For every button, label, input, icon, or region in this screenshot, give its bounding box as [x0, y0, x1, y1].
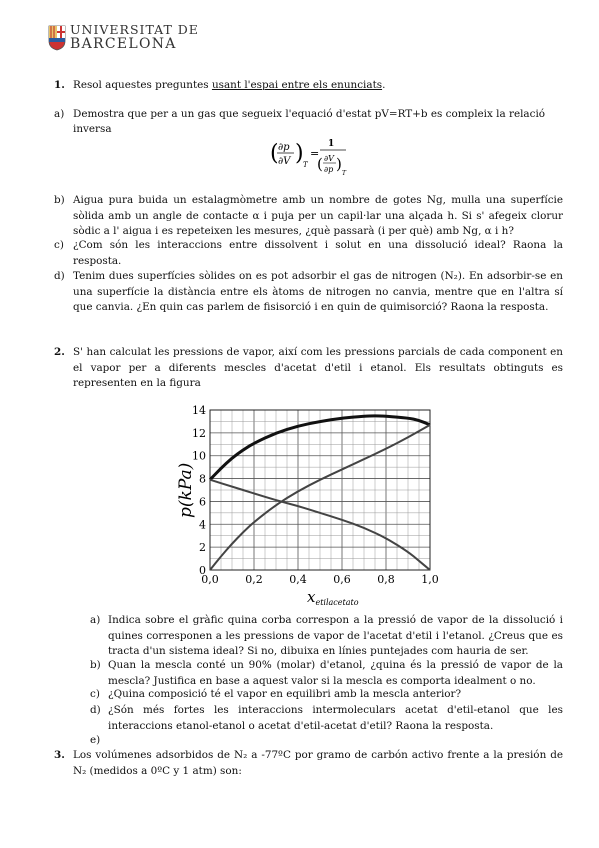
y-tick-label: 6: [199, 495, 206, 509]
q2d-text: ¿Són més fortes les interaccions intermoleculars acetat d'etil-etanol que les interaccions etanol-etanol o acetat d'etil-acetat d'etil? Raona la resposta.: [108, 704, 563, 732]
q2b-label: b): [90, 659, 101, 671]
q1-number: 1.: [54, 79, 65, 91]
q1b-label: b): [54, 194, 65, 206]
svg-text:T: T: [342, 170, 347, 177]
q3-text: Los volúmenes adsorbidos de N₂ a -77ºC por gramo de carbón activo frente a la presión de N₂ (medidos a 0ºC y 1 atm) son:: [73, 749, 563, 777]
q2-intro: S' han calculat les pressions de vapor, així com les pressions parcials de cada component en el vapor per a diferents mescles d'acetat d'etil i etanol. Els resultats obtinguts es representen en la figura: [73, 346, 563, 389]
y-tick-label: 8: [199, 472, 206, 486]
svg-text:=: =: [310, 147, 320, 160]
q1c-label: c): [54, 239, 64, 251]
svg-text:): ): [336, 155, 342, 173]
q2a-text: Indica sobre el gràfic quina corba correspon a la pressió de vapor de la dissolució i quines corresponen a les pressions de vapor de l'acetat d'etil i l'etanol. ¿Creus que es tracta d'un sistema ideal? Si no, dibuixa en línies puntejades com hauria de ser.: [108, 614, 563, 657]
svg-text:(: (: [317, 155, 323, 173]
x-tick-label: 0,4: [289, 573, 307, 586]
logo-text-top: UNIVERSITAT DE: [70, 22, 199, 37]
q2b-text: Quan la mescla conté un 90% (molar) d'etanol, ¿quina és la pressió de vapor de la mescla? Justifica en base a aquest valor si la mescla es comporta idealment o no.: [108, 659, 563, 687]
y-tick-label: 0: [199, 564, 206, 577]
q2e-label: e): [90, 734, 101, 746]
q2-number: 2.: [54, 346, 65, 358]
q3-number: 3.: [54, 749, 65, 761]
svg-text:1: 1: [328, 139, 335, 149]
svg-text:∂p: ∂p: [278, 142, 290, 153]
q1c-text: ¿Com són les interaccions entre dissolvent i solut en una dissolució ideal? Raona la resposta.: [73, 239, 563, 267]
svg-text:∂V: ∂V: [324, 154, 334, 163]
y-tick-label: 2: [199, 541, 206, 555]
q2c-text: ¿Quina composició té el vapor en equilibri amb la mescla anterior?: [108, 688, 462, 700]
svg-text:T: T: [303, 161, 308, 169]
q1d-text: Tenim dues superfícies sòlides on es pot adsorbir el gas de nitrogen (N₂). En adsorbir-se en una superfície la distància entre els àtoms de nitrogen no canvia, mentre que en l'altra sí que canvia. ¿En quin cas parlem de fisisorció i en quin de quimisorció? Raona la resposta.: [73, 270, 563, 313]
y-tick-label: 12: [192, 426, 206, 440]
svg-text:(: (: [270, 141, 279, 166]
q2a-label: a): [90, 614, 101, 626]
q1d-label: d): [54, 270, 65, 282]
q1a-label: a): [54, 108, 65, 120]
vapor-pressure-chart: [170, 400, 450, 610]
logo-text-bottom: BARCELONA: [70, 36, 177, 52]
y-tick-label: 14: [192, 404, 206, 417]
x-axis-label: $x_{etilacetato}$: [307, 588, 359, 607]
q1a-line2: inversa: [73, 123, 112, 135]
q1a-line1: Demostra que per a un gas que segueix l'equació d'estat pV=RT+b es compleix la relació: [73, 108, 546, 120]
university-shield-logo: [48, 25, 66, 51]
x-tick-label: 0,8: [377, 573, 395, 586]
x-tick-label: 0,2: [245, 573, 263, 586]
q2c-label: c): [90, 688, 100, 700]
inverse-relation-equation: [268, 133, 348, 178]
svg-text:∂V: ∂V: [278, 156, 291, 167]
x-tick-label: 0,0: [201, 573, 219, 586]
y-tick-label: 10: [192, 449, 206, 463]
q2d-label: d): [90, 704, 101, 716]
svg-text:): ): [295, 141, 304, 166]
y-tick-label: 4: [199, 518, 206, 532]
svg-text:∂p: ∂p: [324, 165, 334, 174]
x-tick-label: 1,0: [421, 573, 439, 586]
x-tick-label: 0,6: [333, 573, 351, 586]
y-axis-label: p(kPa): [176, 462, 196, 518]
q1-intro: Resol aquestes preguntes usant l'espai entre els enunciats.: [73, 79, 386, 91]
q1b-text: Aigua pura buida un estalagmòmetre amb un nombre de gotes Ng, mulla una superfície sòlida amb un angle de contacte α i puja per un capil·lar una alçada h. Si s' afegeix clorur sòdic a l' aigua i es repeteixen les mesures, ¿què passarà (i per què) amb Ng, α i h?: [73, 194, 563, 237]
